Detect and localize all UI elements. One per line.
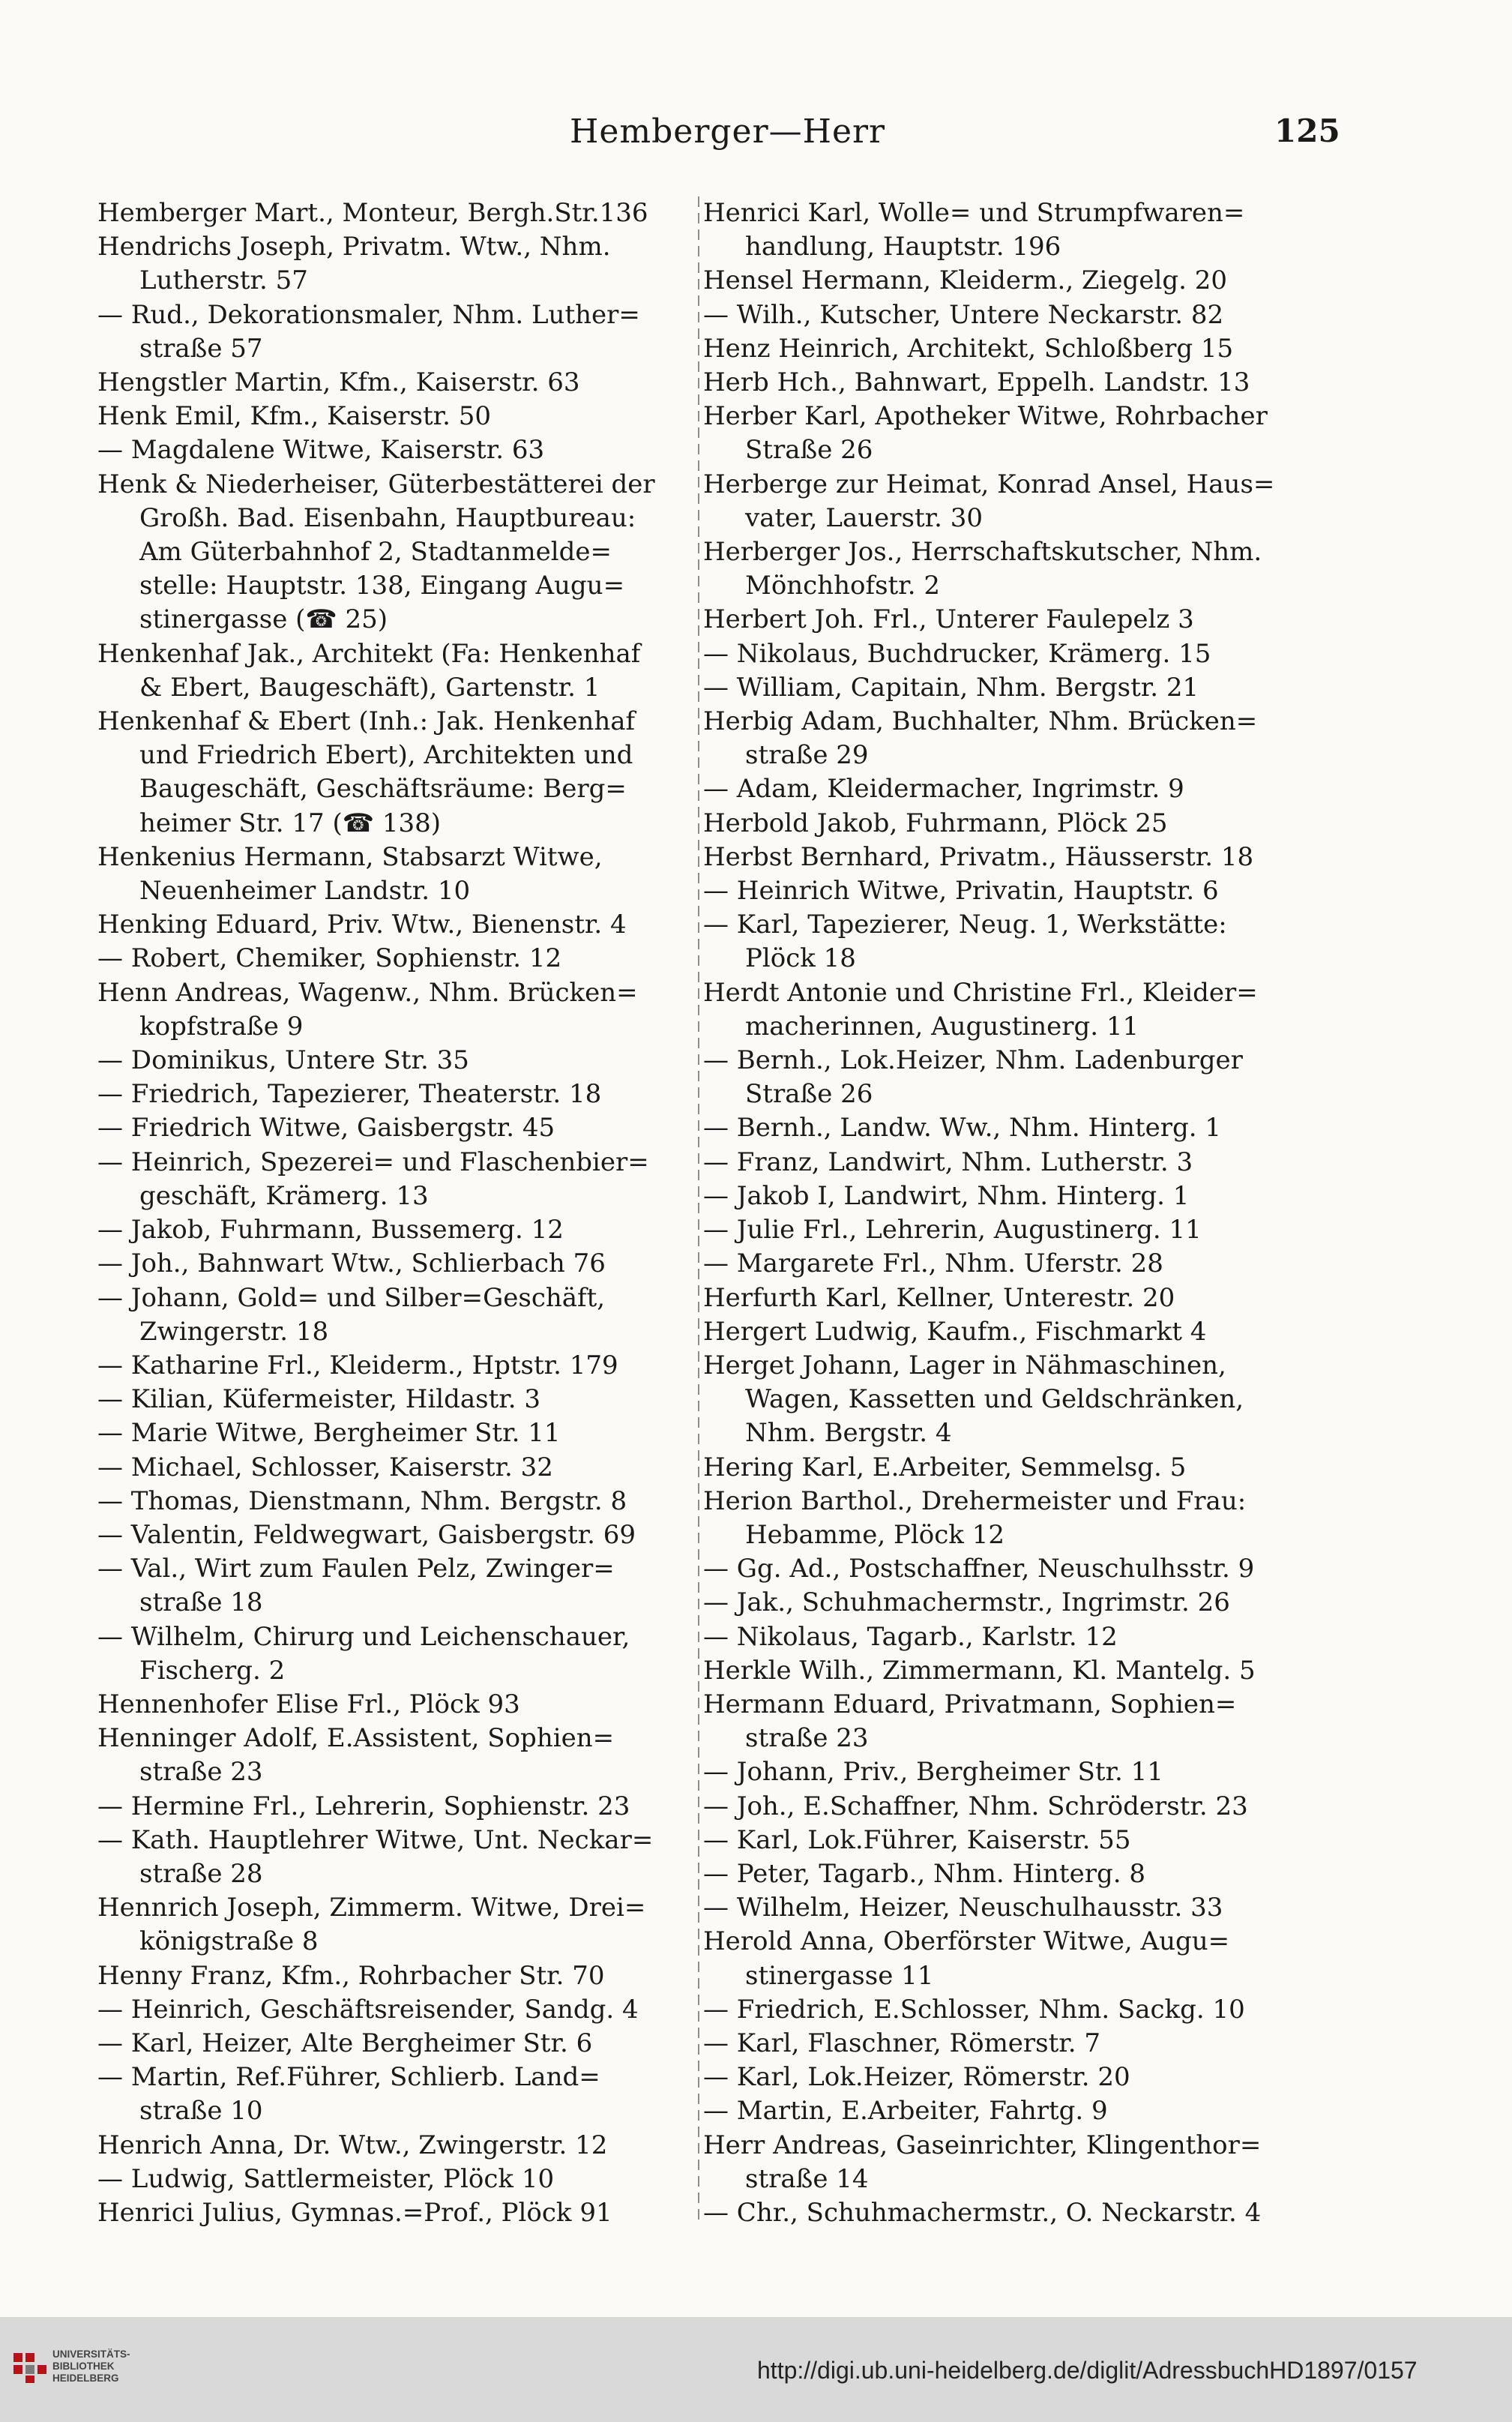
entry-line: Herberge zur Heimat, Konrad Ansel, Haus=: [703, 469, 1275, 499]
directory-entry: [97, 433, 697, 467]
entry-continuation-line: stinergasse 11: [745, 1960, 934, 1991]
entry-line: — Julie Frl., Lehrerin, Augustinerg. 11: [703, 1215, 1202, 1245]
directory-entry: [97, 1451, 697, 1485]
entry-line: Herr Andreas, Gaseinrichter, Klingenthor=: [703, 2130, 1262, 2160]
directory-entry: [97, 400, 697, 433]
entry-line: Herber Karl, Apotheker Witwe, Rohrbacher: [703, 401, 1268, 432]
entry-line: — Karl, Flaschner, Römerstr. 7: [703, 2028, 1101, 2058]
entry-continuation-line: & Ebert, Baugeschäft), Gartenstr. 1: [139, 672, 600, 703]
entry-continuation-line: heimer Str. 17 (☎ 138): [139, 808, 442, 838]
directory-entry: [97, 2163, 697, 2196]
directory-entry: [703, 1586, 1333, 1620]
entry-line: Henkenhaf Jak., Architekt (Fa: Henkenhaf: [97, 638, 641, 669]
entry-line: — Rud., Dekorationsmaler, Nhm. Luther=: [97, 299, 640, 330]
directory-entry: [703, 298, 1333, 332]
directory-entry: [703, 1620, 1333, 1654]
entry-line: Hensel Hermann, Kleiderm., Ziegelg. 20: [703, 265, 1227, 296]
directory-entry: [703, 2196, 1333, 2230]
entry-line: Hermann Eduard, Privatmann, Sophien=: [703, 1689, 1237, 1719]
entry-line: — Margarete Frl., Nhm. Uferstr. 28: [703, 1248, 1163, 1279]
entry-line: Herbst Bernhard, Privatm., Häusserstr. 18: [703, 841, 1254, 872]
entry-line: — Heinrich, Geschäftsreisender, Sandg. 4: [97, 1994, 639, 2025]
entry-continuation-line: Mönchhofstr. 2: [745, 571, 940, 601]
directory-entry: [703, 1349, 1333, 1451]
directory-entry: [703, 1111, 1333, 1145]
directory-entry: [703, 807, 1333, 841]
entry-line: Hendrichs Joseph, Privatm. Wtw., Nhm.: [97, 232, 611, 262]
entry-line: — Johann, Priv., Bergheimer Str. 11: [703, 1757, 1163, 1788]
directory-entry: [703, 2061, 1333, 2094]
directory-entry: [97, 468, 697, 637]
entry-line: Herbig Adam, Buchhalter, Nhm. Brücken=: [703, 706, 1258, 737]
directory-entry: [97, 1485, 697, 1518]
entry-line: — Peter, Tagarb., Nhm. Hinterg. 8: [703, 1858, 1145, 1889]
directory-entry: [703, 1281, 1333, 1315]
entry-line: — Dominikus, Untere Str. 35: [97, 1045, 469, 1076]
directory-entry: [703, 908, 1333, 976]
directory-entry: [97, 2061, 697, 2128]
entry-line: — Karl, Lok.Führer, Kaiserstr. 55: [703, 1824, 1131, 1855]
entry-line: — Val., Wirt zum Faulen Pelz, Zwinger=: [97, 1554, 615, 1584]
directory-entry: [97, 1383, 697, 1416]
entry-line: Henrich Anna, Dr. Wtw., Zwingerstr. 12: [97, 2130, 608, 2160]
entry-continuation-line: Lutherstr. 57: [139, 265, 308, 296]
entry-line: Henkenius Hermann, Stabsarzt Witwe,: [97, 841, 603, 872]
directory-entry: [703, 637, 1333, 671]
entry-line: — Nikolaus, Tagarb., Karlstr. 12: [703, 1621, 1118, 1652]
entry-continuation-line: straße 29: [745, 740, 869, 771]
entry-line: — Friedrich Witwe, Gaisbergstr. 45: [97, 1113, 555, 1144]
entry-line: — Chr., Schuhmachermstr., O. Neckarstr. 4: [703, 2197, 1262, 2228]
entry-line: — Nikolaus, Buchdrucker, Krämerg. 15: [703, 638, 1211, 669]
directory-entry: [97, 1688, 697, 1722]
directory-entry: [703, 1925, 1333, 1992]
directory-entry: [97, 841, 697, 908]
entry-line: — Gg. Ad., Postschaffner, Neuschulhsstr. 9: [703, 1554, 1255, 1584]
entry-line: — Robert, Chemiker, Sophienstr. 12: [97, 943, 562, 974]
directory-entry: [703, 671, 1333, 705]
entry-line: — Katharine Frl., Kleiderm., Hptstr. 179: [97, 1350, 618, 1380]
directory-entry: [97, 1790, 697, 1824]
entry-continuation-line: Nhm. Bergstr. 4: [745, 1418, 952, 1449]
directory-entry: [703, 1824, 1333, 1857]
directory-entry: [703, 468, 1333, 535]
entry-line: Henny Franz, Kfm., Rohrbacher Str. 70: [97, 1960, 605, 1991]
entry-line: Herget Johann, Lager in Nähmaschinen,: [703, 1350, 1226, 1380]
directory-entry: [97, 1281, 697, 1349]
entry-continuation-line: königstraße 8: [139, 1926, 319, 1957]
entry-line: Herdt Antonie und Christine Frl., Kleider=: [703, 977, 1258, 1008]
entry-line: — Martin, E.Arbeiter, Fahrtg. 9: [703, 2096, 1108, 2127]
directory-entry: [703, 874, 1333, 908]
entry-line: — Martin, Ref.Führer, Schlierb. Land=: [97, 2062, 600, 2093]
entry-line: — Magdalene Witwe, Kaiserstr. 63: [97, 435, 545, 466]
directory-entry: [703, 2129, 1333, 2196]
directory-entry: [703, 196, 1333, 264]
entry-line: — Heinrich, Spezerei= und Flaschenbier=: [97, 1147, 649, 1177]
directory-entry: [97, 908, 697, 942]
entry-line: — Johann, Gold= und Silber=Geschäft,: [97, 1282, 606, 1313]
entry-continuation-line: macherinnen, Augustinerg. 11: [745, 1011, 1139, 1042]
directory-entry: [703, 1044, 1333, 1111]
entry-continuation-line: straße 18: [139, 1587, 263, 1618]
entry-line: — Joh., E.Schaffner, Nhm. Schröderstr. 23: [703, 1791, 1248, 1821]
entry-line: Herb Hch., Bahnwart, Eppelh. Landstr. 13: [703, 367, 1250, 398]
entry-continuation-line: Großh. Bad. Eisenbahn, Hauptbureau:: [139, 502, 636, 533]
entry-line: — Kath. Hauptlehrer Witwe, Unt. Neckar=: [97, 1824, 654, 1855]
entry-line: — Bernh., Landw. Ww., Nhm. Hinterg. 1: [703, 1113, 1221, 1144]
entry-line: — Karl, Heizer, Alte Bergheimer Str. 6: [97, 2028, 593, 2058]
directory-entry: [703, 841, 1333, 874]
entry-continuation-line: straße 10: [139, 2096, 263, 2127]
directory-entry: [703, 1180, 1333, 1213]
entry-continuation-line: Plöck 18: [745, 943, 856, 974]
entry-continuation-line: straße 28: [139, 1858, 263, 1889]
directory-entry: [703, 1552, 1333, 1586]
directory-entry: [97, 1416, 697, 1450]
entry-line: — Ludwig, Sattlermeister, Plöck 10: [97, 2163, 555, 2194]
directory-entry: [703, 976, 1333, 1044]
source-url-link[interactable]: http://digi.ub.uni-heidelberg.de/diglit/AdressbuchHD1897/0157: [757, 2357, 1418, 2384]
directory-entry: [97, 1247, 697, 1281]
directory-entry: [703, 1451, 1333, 1485]
directory-entry: [703, 1213, 1333, 1247]
entry-continuation-line: Hebamme, Plöck 12: [745, 1519, 1005, 1550]
directory-entry: [97, 942, 697, 976]
entry-line: Henz Heinrich, Architekt, Schloßberg 15: [703, 333, 1234, 364]
directory-entry: [703, 2027, 1333, 2061]
entry-continuation-line: und Friedrich Ebert), Architekten und: [139, 740, 633, 771]
left-column: [97, 196, 697, 2230]
entry-line: Hengstler Martin, Kfm., Kaiserstr. 63: [97, 367, 580, 398]
entry-line: Herberger Jos., Herrschaftskutscher, Nhm.: [703, 537, 1262, 568]
directory-entry: [703, 603, 1333, 637]
entry-continuation-line: Am Güterbahnhof 2, Stadtanmelde=: [139, 537, 612, 568]
directory-entry: [703, 705, 1333, 772]
entry-continuation-line: Straße 26: [745, 435, 873, 466]
directory-entry: [97, 1213, 697, 1247]
directory-entry: [97, 196, 697, 230]
entry-line: Hering Karl, E.Arbeiter, Semmelsg. 5: [703, 1452, 1187, 1482]
directory-entry: [97, 2129, 697, 2163]
entry-line: — Jakob I, Landwirt, Nhm. Hinterg. 1: [703, 1180, 1190, 1211]
directory-entry: [703, 1485, 1333, 1552]
entry-line: Herfurth Karl, Kellner, Unterestr. 20: [703, 1282, 1175, 1313]
running-head: Hemberger—Herr: [570, 112, 886, 151]
directory-entry: [97, 976, 697, 1044]
directory-entry: [97, 1959, 697, 1993]
library-name: [52, 2349, 130, 2385]
directory-entry: [97, 1146, 697, 1213]
directory-entry: [97, 1620, 697, 1688]
entry-line: Henrici Julius, Gymnas.=Prof., Plöck 91: [97, 2197, 612, 2228]
entry-line: Herbert Joh. Frl., Unterer Faulepelz 3: [703, 604, 1194, 635]
entry-line: — Adam, Kleidermacher, Ingrimstr. 9: [703, 774, 1184, 805]
entry-continuation-line: Neuenheimer Landstr. 10: [139, 876, 471, 907]
entry-line: — Valentin, Feldwegwart, Gaisbergstr. 69: [97, 1519, 636, 1550]
entry-continuation-line: vater, Lauerstr. 30: [745, 502, 984, 533]
entry-continuation-line: Zwingerstr. 18: [139, 1316, 329, 1347]
entry-continuation-line: straße 23: [745, 1723, 869, 1754]
library-name-line: HEIDELBERG: [52, 2373, 119, 2384]
entry-continuation-line: Wagen, Kassetten und Geldschränken,: [745, 1384, 1244, 1415]
entry-line: Hergert Ludwig, Kaufm., Fischmarkt 4: [703, 1316, 1207, 1347]
entry-line: — Jak., Schuhmachermstr., Ingrimstr. 26: [703, 1587, 1230, 1618]
entry-line: — Bernh., Lok.Heizer, Nhm. Ladenburger: [703, 1045, 1243, 1076]
entry-continuation-line: Baugeschäft, Geschäftsräume: Berg=: [139, 774, 627, 805]
directory-entry: [703, 366, 1333, 400]
directory-entry: [97, 1891, 697, 1959]
directory-entry: [703, 1891, 1333, 1925]
entry-line: — Wilhelm, Heizer, Neuschulhausstr. 33: [703, 1893, 1223, 1923]
entry-continuation-line: stelle: Hauptstr. 138, Eingang Augu=: [139, 571, 625, 601]
entry-line: — Thomas, Dienstmann, Nhm. Bergstr. 8: [97, 1485, 627, 1516]
directory-entry: [703, 1790, 1333, 1824]
entry-line: — Marie Witwe, Bergheimer Str. 11: [97, 1418, 561, 1449]
entry-line: — Wilhelm, Chirurg und Leichenschauer,: [97, 1621, 630, 1652]
column-divider: [698, 196, 699, 2221]
page-number: 125: [1274, 112, 1340, 149]
directory-entry: [97, 230, 697, 298]
directory-entry: [703, 772, 1333, 806]
directory-entry: [703, 332, 1333, 366]
directory-entry: [97, 298, 697, 366]
entry-line: — Karl, Tapezierer, Neug. 1, Werkstätte:: [703, 910, 1227, 940]
library-name-line: BIBLIOTHEK: [52, 2361, 115, 2372]
directory-entry: [97, 366, 697, 400]
entry-line: — Hermine Frl., Lehrerin, Sophienstr. 23: [97, 1791, 630, 1821]
entry-line: — Friedrich, Tapezierer, Theaterstr. 18: [97, 1079, 602, 1110]
directory-entry: [97, 1044, 697, 1078]
directory-entry: [703, 535, 1333, 603]
entry-line: — Heinrich Witwe, Privatin, Hauptstr. 6: [703, 876, 1219, 907]
directory-entry: [97, 1993, 697, 2027]
entry-line: — William, Capitain, Nhm. Bergstr. 21: [703, 672, 1199, 703]
entry-continuation-line: Straße 26: [745, 1079, 873, 1110]
directory-entry: [703, 2094, 1333, 2128]
library-name-line: UNIVERSITÄTS-: [52, 2349, 130, 2360]
entry-line: Herion Barthol., Drehermeister und Frau:: [703, 1485, 1247, 1516]
directory-entry: [703, 1857, 1333, 1891]
entry-line: Henrici Karl, Wolle= und Strumpfwaren=: [703, 198, 1245, 228]
entry-line: — Michael, Schlosser, Kaiserstr. 32: [97, 1452, 553, 1482]
directory-entry: [97, 2196, 697, 2230]
entry-line: — Jakob, Fuhrmann, Bussemerg. 12: [97, 1215, 564, 1245]
entry-line: Henkenhaf & Ebert (Inh.: Jak. Henkenhaf: [97, 706, 636, 737]
entry-line: Herbold Jakob, Fuhrmann, Plöck 25: [703, 808, 1168, 838]
directory-entry: [703, 1755, 1333, 1789]
entry-line: Hennenhofer Elise Frl., Plöck 93: [97, 1689, 520, 1719]
university-library-logo-icon: [13, 2353, 46, 2383]
entry-continuation-line: straße 57: [139, 333, 263, 364]
entry-continuation-line: straße 14: [745, 2163, 869, 2194]
directory-entry: [703, 1146, 1333, 1180]
entry-line: Henk Emil, Kfm., Kaiserstr. 50: [97, 401, 492, 432]
directory-entry: [97, 637, 697, 705]
entry-line: — Friedrich, E.Schlosser, Nhm. Sackg. 10: [703, 1994, 1245, 2025]
entry-continuation-line: handlung, Hauptstr. 196: [745, 232, 1061, 262]
directory-entry: [97, 1552, 697, 1620]
entry-line: Henninger Adolf, E.Assistent, Sophien=: [97, 1723, 615, 1754]
directory-entry: [703, 1993, 1333, 2027]
entry-continuation-line: kopfstraße 9: [139, 1011, 304, 1042]
entry-line: Henking Eduard, Priv. Wtw., Bienenstr. 4: [97, 910, 627, 940]
entry-line: — Joh., Bahnwart Wtw., Schlierbach 76: [97, 1248, 606, 1279]
entry-line: — Wilh., Kutscher, Untere Neckarstr. 82: [703, 299, 1224, 330]
right-column: [703, 196, 1333, 2230]
entry-line: Herold Anna, Oberförster Witwe, Augu=: [703, 1926, 1230, 1957]
entry-continuation-line: straße 23: [139, 1757, 263, 1788]
entry-continuation-line: stinergasse (☎ 25): [139, 604, 388, 635]
entry-continuation-line: Fischerg. 2: [139, 1655, 286, 1686]
entry-line: Hennrich Joseph, Zimmerm. Witwe, Drei=: [97, 1893, 646, 1923]
directory-entry: [97, 1349, 697, 1383]
entry-line: — Franz, Landwirt, Nhm. Lutherstr. 3: [703, 1147, 1193, 1177]
entry-line: — Karl, Lok.Heizer, Römerstr. 20: [703, 2062, 1130, 2093]
entry-line: Henk & Niederheiser, Güterbestätterei der: [97, 469, 655, 499]
directory-entry: [97, 1078, 697, 1111]
entry-line: — Kilian, Küfermeister, Hildastr. 3: [97, 1384, 541, 1415]
directory-entry: [97, 1111, 697, 1145]
directory-entry: [703, 1654, 1333, 1688]
directory-entry: [703, 1247, 1333, 1281]
directory-entry: [97, 705, 697, 841]
entry-line: Henn Andreas, Wagenw., Nhm. Brücken=: [97, 977, 638, 1008]
entry-continuation-line: geschäft, Krämerg. 13: [139, 1180, 429, 1211]
directory-entry: [703, 400, 1333, 467]
directory-entry: [703, 1688, 1333, 1755]
directory-entry: [703, 264, 1333, 298]
directory-entry: [97, 1722, 697, 1789]
directory-entry: [97, 1518, 697, 1552]
directory-entry: [97, 1824, 697, 1891]
entry-line: Herkle Wilh., Zimmermann, Kl. Mantelg. 5: [703, 1655, 1256, 1686]
entry-line: Hemberger Mart., Monteur, Bergh.Str.136: [97, 198, 648, 228]
directory-entry: [703, 1315, 1333, 1349]
directory-entry: [97, 2027, 697, 2061]
